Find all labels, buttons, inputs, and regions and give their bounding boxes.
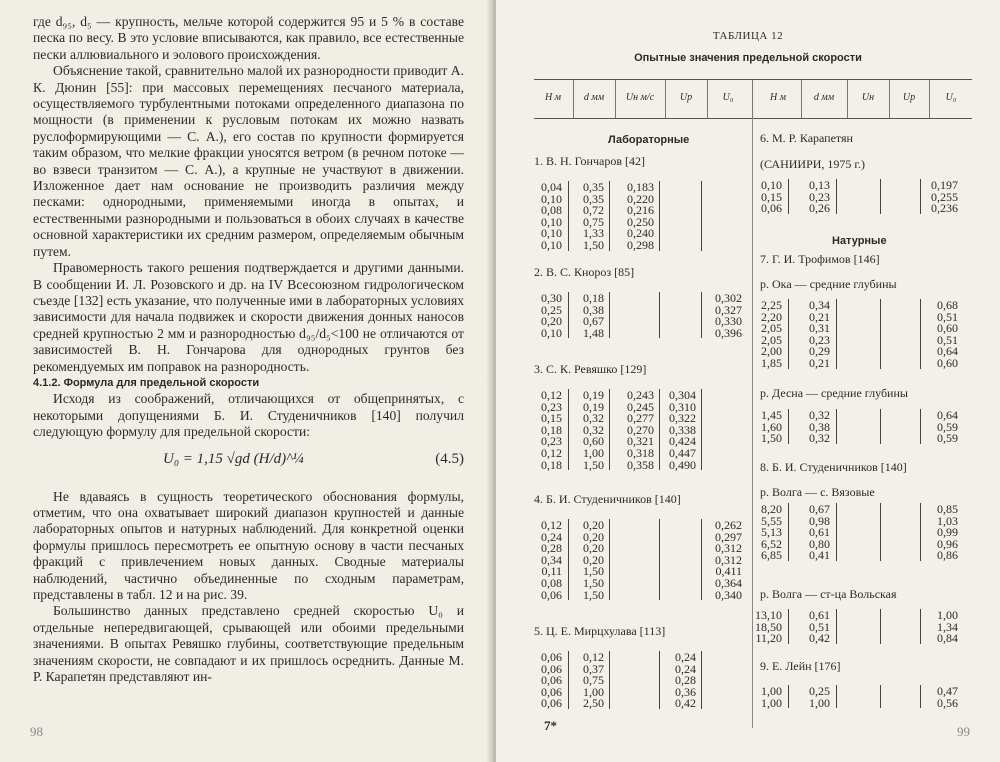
table-cell: 0,277 — [627, 411, 654, 426]
table-cell: 0,61 — [809, 608, 830, 622]
table-cell: 0,32 — [583, 422, 604, 437]
table-cell: 0,72 — [583, 203, 604, 218]
table-cell: 0,60 — [937, 356, 958, 370]
column-rule — [788, 685, 789, 708]
table-cell: 0,32 — [809, 408, 830, 422]
table-cell: 0,20 — [583, 518, 604, 532]
column-rule — [920, 409, 921, 444]
header-h: H м — [544, 92, 562, 103]
table-cell: 0,67 — [809, 502, 830, 516]
table-cell: 0,80 — [809, 536, 830, 551]
column-rule — [568, 181, 569, 251]
group-subtitle: р. Волга — ст-ца Вольская — [760, 587, 897, 601]
table-cell: 0,10 — [541, 325, 562, 340]
table-cell: 0,38 — [809, 419, 830, 434]
table-cell: 0,59 — [937, 431, 958, 446]
table-cell: 0,310 — [669, 399, 696, 414]
table-cell: 1,00 — [583, 446, 604, 460]
page-number: 98 — [30, 724, 43, 739]
table-cell: 1,00 — [937, 608, 958, 622]
column-rule — [880, 299, 881, 369]
table-cell: 0,30 — [541, 291, 562, 305]
table-cell: 0,411 — [715, 564, 742, 579]
table-cell: 0,06 — [541, 684, 562, 699]
header-u0: U₀ — [722, 92, 734, 103]
table-cell: 0,490 — [669, 457, 696, 472]
table-cell: 0,24 — [675, 650, 696, 664]
column-rule — [701, 389, 702, 470]
column-rule — [920, 299, 921, 369]
table-cell: 6,52 — [761, 536, 782, 551]
table-cell: 1,00 — [809, 695, 830, 710]
column-rule — [701, 292, 702, 338]
table-cell: 0,10 — [541, 238, 562, 252]
table-cell: 5,55 — [761, 513, 782, 528]
table-cell: 0,21 — [809, 309, 830, 324]
header-d: d мм — [813, 92, 835, 103]
table-cell: 0,85 — [937, 502, 958, 516]
table-cell: 1,50 — [761, 431, 782, 446]
column-rule — [788, 609, 789, 644]
table-cell: 0,338 — [669, 422, 696, 437]
table-cell: 0,06 — [761, 201, 782, 216]
table-cell: 0,236 — [931, 201, 958, 216]
formula-expression: U₀ = 1,15 √gd (H/d)^¼ — [163, 450, 304, 467]
header-ur: Uр — [902, 92, 916, 103]
table-cell: 0,34 — [541, 552, 562, 567]
table-cell: 0,358 — [627, 457, 654, 472]
group-title: 4. Б. И. Студеничников [140] — [534, 492, 681, 506]
table-cell: 0,32 — [583, 411, 604, 426]
table-cell: 0,12 — [541, 446, 562, 460]
table-cell: 0,51 — [809, 619, 830, 634]
table-cell: 0,330 — [715, 314, 742, 329]
column-rule — [920, 685, 921, 708]
group-title: 8. Б. И. Студеничников [140] — [760, 460, 907, 474]
table-cell: 0,37 — [583, 661, 604, 676]
page-number: 99 — [957, 724, 970, 739]
table-cell: 0,23 — [541, 399, 562, 414]
table-cell: 0,12 — [583, 650, 604, 664]
column-rule — [659, 181, 660, 251]
group-title: 2. В. С. Кнороз [85] — [534, 265, 635, 279]
left-text — [33, 14, 464, 685]
column-rule — [609, 651, 610, 709]
column-rule — [701, 519, 702, 600]
column-rule — [880, 179, 881, 214]
table-cell: 0,31 — [809, 321, 830, 336]
table-cell: 0,08 — [541, 576, 562, 590]
table-cell: 0,08 — [541, 203, 562, 218]
column-rule — [701, 651, 702, 709]
group-title: 1. В. Н. Гончаров [42] — [534, 154, 645, 168]
table-cell: 0,98 — [809, 513, 830, 528]
column-rule — [836, 179, 837, 214]
column-rule — [920, 503, 921, 561]
table-cell: 0,396 — [715, 325, 742, 340]
table-title: ТАБЛИЦА 12 — [712, 30, 784, 42]
table-cell: 0,197 — [931, 178, 958, 192]
table-cell: 0,11 — [541, 564, 562, 579]
header-un: Uн м/с — [625, 92, 655, 103]
table-cell: 0,10 — [761, 178, 782, 192]
table-subtitle: Опытные значения предельной скорости — [634, 52, 862, 64]
group-title: 5. Ц. Е. Мирцхулава [113] — [534, 624, 666, 638]
table-cell: 2,20 — [761, 309, 782, 324]
table-cell: 1,85 — [761, 356, 782, 370]
table-cell: 1,00 — [583, 684, 604, 699]
column-rule — [920, 609, 921, 644]
table-cell: 1,50 — [583, 238, 604, 252]
table-cell: 0,96 — [937, 536, 958, 551]
table-cell: 0,20 — [541, 314, 562, 329]
column-rule — [788, 503, 789, 561]
table-cell: 0,36 — [675, 684, 696, 699]
table-cell: 0,15 — [761, 189, 782, 204]
table-cell: 0,12 — [541, 518, 562, 532]
table-cell: 0,64 — [937, 344, 958, 359]
table-cell: 0,28 — [675, 673, 696, 688]
table-cell: 0,19 — [583, 388, 604, 402]
table-cell: 1,50 — [583, 587, 604, 602]
table-cell: 0,86 — [937, 548, 958, 563]
table-cell: 0,262 — [715, 518, 742, 532]
group-title: 3. С. К. Ревяшко [129] — [534, 362, 647, 376]
table-cell: 0,38 — [583, 302, 604, 317]
column-rule — [609, 519, 610, 600]
group-title: 6. М. Р. Карапетян — [760, 131, 853, 145]
table-cell: 0,20 — [583, 552, 604, 567]
table-cell: 0,12 — [541, 388, 562, 402]
table-cell: 0,10 — [541, 214, 562, 229]
signature-mark: 7* — [544, 718, 557, 733]
column-rule — [568, 651, 569, 709]
table-cell: 1,03 — [937, 513, 958, 528]
table-cell: 0,18 — [583, 291, 604, 305]
table-cell: 0,61 — [809, 525, 830, 540]
table-cell: 0,21 — [809, 356, 830, 370]
table-cell: 0,41 — [809, 548, 830, 563]
column-rule — [659, 292, 660, 338]
column-rule — [836, 409, 837, 444]
table-cell: 0,99 — [937, 525, 958, 540]
table-cell: 0,340 — [715, 587, 742, 602]
category-label: Натурные — [832, 235, 887, 247]
column-rule — [568, 389, 569, 470]
category-label: Лабораторные — [608, 134, 690, 146]
header-un: Uн — [861, 92, 875, 103]
header-h: H м — [769, 92, 787, 103]
column-rule — [568, 292, 569, 338]
group-title: 9. Е. Лейн [176] — [760, 659, 841, 673]
table-cell: 0,304 — [669, 388, 696, 402]
table-cell: 0,10 — [541, 226, 562, 241]
table-cell: 0,447 — [669, 446, 696, 460]
table-cell: 0,06 — [541, 587, 562, 602]
table-cell: 0,424 — [669, 434, 696, 449]
table-cell: 0,06 — [541, 661, 562, 676]
column-rule — [659, 651, 660, 709]
table-cell: 0,25 — [541, 302, 562, 317]
table-cell: 0,35 — [583, 191, 604, 206]
table-cell: 5,13 — [761, 525, 782, 540]
table-cell: 0,59 — [937, 419, 958, 434]
table-cell: 0,364 — [715, 576, 742, 590]
column-rule — [609, 292, 610, 338]
left-page — [0, 0, 494, 762]
header-u0: U₀ — [945, 92, 957, 103]
table-cell: 0,04 — [541, 180, 562, 194]
table-cell: 0,240 — [627, 226, 654, 241]
formula-number: (4.5) — [435, 450, 464, 467]
group-title: 7. Г. И. Трофимов [146] — [760, 252, 880, 266]
group-subtitle: р. Ока — средние глубины — [760, 277, 897, 291]
column-rule — [659, 389, 660, 470]
table-cell: 0,23 — [809, 189, 830, 204]
table-cell: 0,245 — [627, 399, 654, 414]
table-cell: 0,250 — [627, 214, 654, 229]
table-cell: 1,50 — [583, 457, 604, 472]
table-cell: 0,84 — [937, 631, 958, 646]
table-cell: 0,18 — [541, 422, 562, 437]
right-page — [496, 0, 1000, 762]
table-cell: 0,270 — [627, 422, 654, 437]
table-cell: 0,312 — [715, 541, 742, 556]
table-cell: 1,50 — [583, 564, 604, 579]
column-rule — [788, 409, 789, 444]
table-cell: 0,42 — [675, 696, 696, 711]
table-cell: 0,51 — [937, 309, 958, 324]
header-ur: Uр — [679, 92, 693, 103]
table-cell: 1,00 — [761, 684, 782, 698]
table-cell: 0,75 — [583, 214, 604, 229]
column-rule — [568, 519, 569, 600]
table-cell: 8,20 — [761, 502, 782, 516]
column-rule — [920, 179, 921, 214]
table-cell: 0,56 — [937, 695, 958, 710]
table-cell: 0,25 — [809, 684, 830, 698]
table-cell: 0,47 — [937, 684, 958, 698]
column-rule — [836, 503, 837, 561]
paragraph: Большинство данных представлено средней скоростью U₀ и отдельные непередвигающей, срывающей или обоими предельными значениями. В опытах Ревяшко глубины, соответствующие предельным значениям скорости, не совпадают и их пришлось осреднить. Данные М. Р. Карапетян представляют ин- — [33, 603, 464, 685]
paragraph: Не вдаваясь в сущность теоретического обоснования формулы, отметим, что она охватывает широкий диапазон крупностей и данные лабораторных опытов и натурных наблюдений. Для конкретной оценки формулы пришлось пересмотреть ее опытную основу в части песчаных фракций с привлечением новых данных. Сводные материалы наблюдений, частично объединенные по сходным параметрам, представлены в табл. 12 и на рис. 39. — [33, 488, 464, 602]
column-rule — [836, 685, 837, 708]
table-cell: 0,18 — [541, 457, 562, 472]
column-rule — [880, 685, 881, 708]
column-rule — [836, 609, 837, 644]
table-cell: 1,33 — [583, 226, 604, 241]
table-cell: 1,00 — [761, 695, 782, 710]
table-cell: 11,20 — [755, 631, 782, 646]
table-cell: 0,297 — [715, 529, 742, 544]
table-cell: 0,318 — [627, 446, 654, 460]
column-rule — [609, 181, 610, 251]
table-cell: 2,50 — [583, 696, 604, 711]
table-cell: 0,322 — [669, 411, 696, 426]
table-cell: 0,20 — [583, 541, 604, 556]
group-subtitle: р. Десна — средние глубины — [760, 386, 908, 400]
table-cell: 0,60 — [937, 321, 958, 336]
table-cell: 0,243 — [627, 388, 654, 402]
column-rule — [788, 179, 789, 214]
table-cell: 0,255 — [931, 189, 958, 204]
table-cell: 0,302 — [715, 291, 742, 305]
column-rule — [659, 519, 660, 600]
table-cell: 0,321 — [627, 434, 654, 449]
column-rule — [701, 181, 702, 251]
table-cell: 2,25 — [761, 298, 782, 312]
table-cell: 0,20 — [583, 529, 604, 544]
table-cell: 1,34 — [937, 619, 958, 634]
group-subtitle: (САНИИРИ, 1975 г.) — [760, 157, 865, 171]
table-cell: 0,28 — [541, 541, 562, 556]
table-cell: 0,68 — [937, 298, 958, 312]
formula — [33, 447, 464, 475]
table-cell: 0,220 — [627, 191, 654, 206]
table-cell: 6,85 — [761, 548, 782, 563]
column-rule — [836, 299, 837, 369]
column-rule — [609, 389, 610, 470]
table-cell: 1,60 — [761, 419, 782, 434]
table-cell: 0,13 — [809, 178, 830, 192]
table-cell: 2,05 — [761, 332, 782, 347]
table-cell: 0,26 — [809, 201, 830, 216]
table-cell: 0,32 — [809, 431, 830, 446]
table-cell: 0,35 — [583, 180, 604, 194]
table-cell: 0,23 — [541, 434, 562, 449]
table-cell: 2,05 — [761, 321, 782, 336]
table-cell: 0,34 — [809, 298, 830, 312]
table-cell: 0,15 — [541, 411, 562, 426]
table-cell: 0,23 — [809, 332, 830, 347]
table-cell: 0,24 — [541, 529, 562, 544]
group-subtitle: р. Волга — с. Вязовые — [760, 485, 875, 499]
column-rule — [880, 409, 881, 444]
table-cell: 0,75 — [583, 673, 604, 688]
table-cell: 1,45 — [761, 408, 782, 422]
column-rule — [788, 299, 789, 369]
paragraph: Исходя из соображений, отличающихся от общепринятых, с некоторыми допущениями Б. И. Студеничников [140] получил следующую формулу для предельной скорости: — [33, 391, 464, 440]
paragraph: где d₉₅, d₅ — крупность, мельче которой содержится 95 и 5 % в составе песка по весу. В это условие вписываются, как правило, все естественные пески аллювиального и эолового происхождения. — [33, 14, 464, 62]
paragraph: Правомерность такого решения подтверждается и другими данными. В сообщении И. Л. Розовского и др. на IV Всесоюзном гидрологическом съезде [132] есть указание, что полученные ими в лабораторных условиях зависимости для начала подвижек и скорости движения донных наносов средней крупностью 2 мм и разнородностью d₉₅/d₅<100 не отличаются от зависимостей В. Н. Гончарова для однородных грунтов без рекомендуемых им поправок на разнородность. — [33, 260, 464, 374]
table-cell: 0,06 — [541, 650, 562, 664]
table-cell: 0,60 — [583, 434, 604, 449]
table-cell: 0,327 — [715, 302, 742, 317]
table-cell: 0,216 — [627, 203, 654, 218]
table-cell: 0,29 — [809, 344, 830, 359]
section-heading: 4.1.2. Формула для предельной скорости — [33, 376, 260, 389]
table-cell: 0,67 — [583, 314, 604, 329]
header-d: d мм — [583, 92, 605, 103]
table-cell: 18,50 — [755, 619, 782, 634]
column-rule — [880, 609, 881, 644]
table-cell: 0,06 — [541, 696, 562, 711]
table-cell: 0,42 — [809, 631, 830, 646]
table-cell: 0,19 — [583, 399, 604, 414]
table-header — [534, 79, 972, 119]
table-cell: 0,183 — [627, 180, 654, 194]
paragraph: Объяснение такой, сравнительно малой их разнородности приводит А. К. Дюнин [55]: при массовых перемещениях песчаного материала, осуществляемого турбулентными потоками определенного диапазона по мощности (в применении к русловым потокам их можно назвать руслоформирующими — С. А.), его состав по крупности формируется таким образом, что мелкие фракции уносятся ветром (в речном потоке — во взвеси транзитом — С. А.), а крупные не участвуют в движении. Изложенное дает нам основание не производить различия между песками: однородными, применяемыми иногда в опытах, и естественными разнородными и пользоваться в обоих случаях в качестве основной характеристики их средним размером, определяемым обычным путем. — [33, 63, 464, 259]
table-cell: 0,298 — [627, 238, 654, 252]
table-cell: 13,10 — [755, 608, 782, 622]
table-cell: 0,51 — [937, 332, 958, 347]
table-cell: 0,24 — [675, 661, 696, 676]
table-cell: 0,06 — [541, 673, 562, 688]
column-rule — [880, 503, 881, 561]
table-cell: 0,64 — [937, 408, 958, 422]
table-cell: 0,312 — [715, 552, 742, 567]
table-cell: 0,10 — [541, 191, 562, 206]
table-cell: 1,48 — [583, 325, 604, 340]
table-cell: 2,00 — [761, 344, 782, 359]
table-cell: 1,50 — [583, 576, 604, 590]
